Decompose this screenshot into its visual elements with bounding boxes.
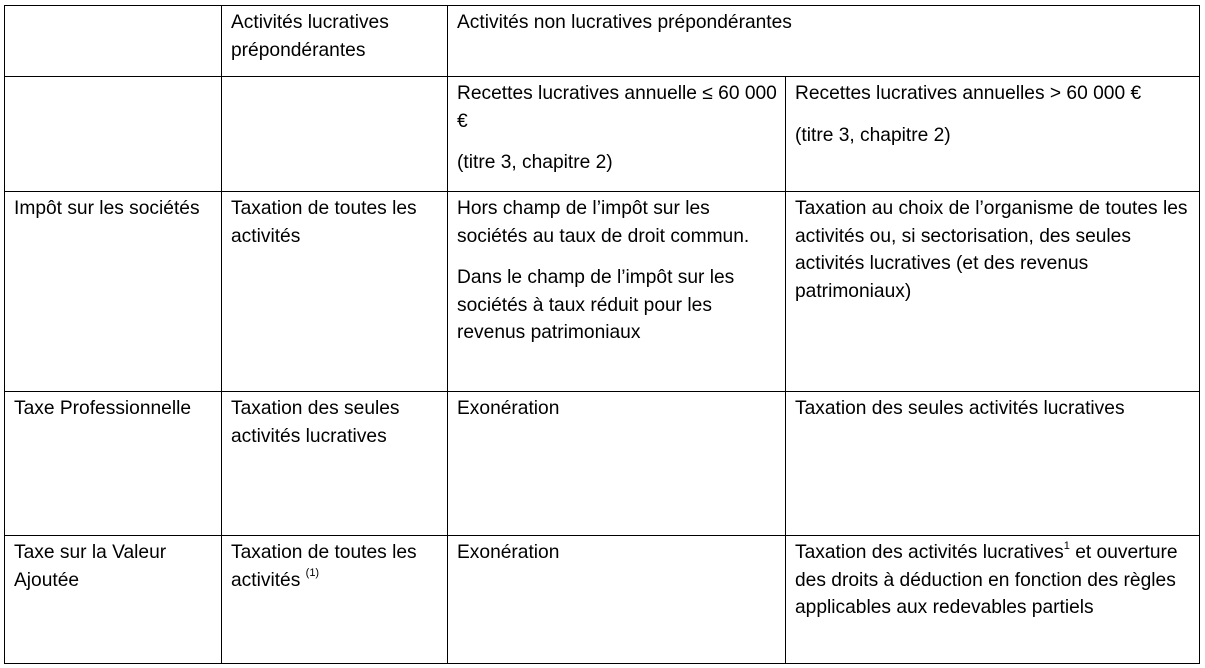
empty-corner-cell <box>5 6 222 77</box>
cell-over-threshold: Taxation des seules activités lucratives <box>786 392 1200 536</box>
subheader-row <box>5 77 1200 192</box>
subheader-over-threshold: Recettes lucratives annuelles > 60 000 € (titre 3, chapitre 2) <box>786 77 1200 192</box>
empty-cell <box>222 77 448 192</box>
table-row <box>5 192 1200 392</box>
empty-cell <box>5 77 222 192</box>
header-lucratives: Activités lucratives prépondérantes <box>222 6 448 77</box>
footnote-ref: 1 <box>1063 539 1070 552</box>
cell-lucratives: Taxation de toutes les activités $^{(1)}$ <box>222 536 448 664</box>
cell-lucratives: Taxation des seules activités lucratives <box>222 392 448 536</box>
tax-regime-table <box>4 5 1200 664</box>
cell-over-threshold: Taxation au choix de l’organisme de toutes les activités ou, si sectorisation, des seules activités lucratives (et des revenus patrimoniaux) <box>786 192 1200 392</box>
table-row <box>5 536 1200 664</box>
header-non-lucratives: Activités non lucratives prépondérantes <box>448 6 1200 77</box>
row-label: Taxe Professionnelle <box>5 392 222 536</box>
row-label: Taxe sur la Valeur Ajoutée <box>5 536 222 664</box>
header-row <box>5 6 1200 77</box>
table-row <box>5 392 1200 536</box>
subheader-under-threshold: Recettes lucratives annuelle ≤ 60 000 € (titre 3, chapitre 2) <box>448 77 786 192</box>
cell-under-threshold: Hors champ de l’impôt sur les sociétés au taux de droit commun. Dans le champ de l’impôt sur les sociétés à taux réduit pour les revenus patrimoniaux <box>448 192 786 392</box>
cell-under-threshold: Exonération <box>448 536 786 664</box>
row-label: Impôt sur les sociétés <box>5 192 222 392</box>
cell-over-threshold: Taxation des activités lucratives$^1$ et ouverture des droits à déduction en fonction des règles applicables aux redevables partiels <box>786 536 1200 664</box>
footnote-ref: (1) <box>305 567 320 580</box>
cell-lucratives: Taxation de toutes les activités <box>222 192 448 392</box>
cell-under-threshold: Exonération <box>448 392 786 536</box>
